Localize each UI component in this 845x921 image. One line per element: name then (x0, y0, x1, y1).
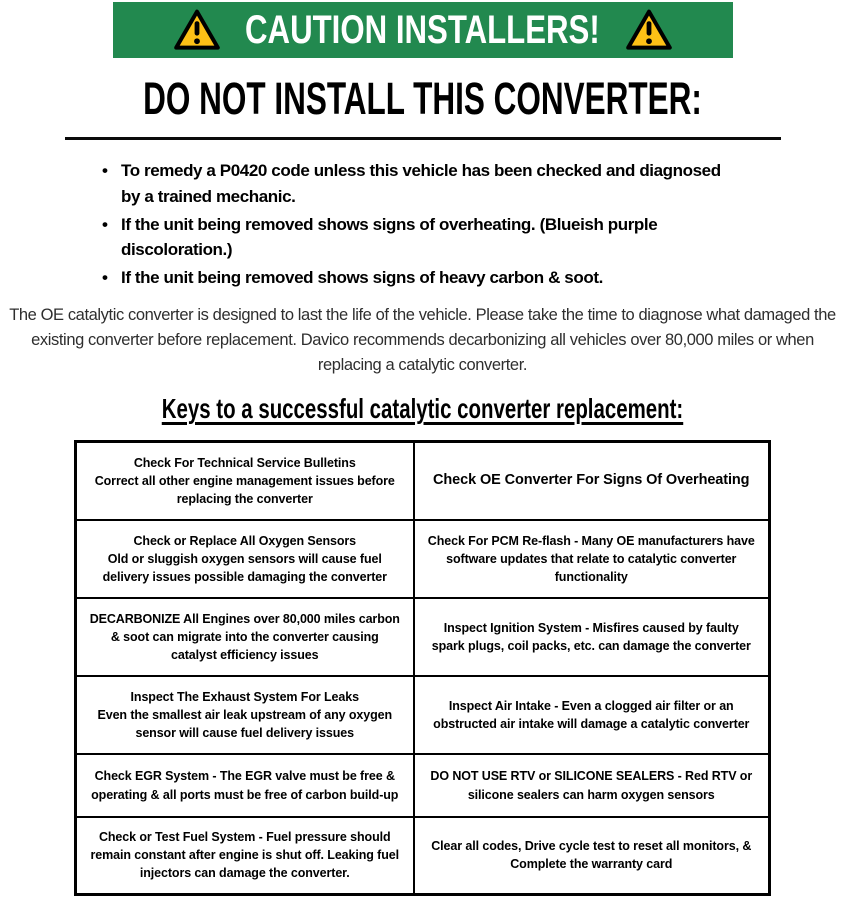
keys-heading: Keys to a successful catalytic converter replacement: (161, 393, 684, 425)
warning-list-item-text: If the unit being removed shows signs of overheating. (Blueish purple discoloration.) (121, 214, 658, 260)
warning-triangle-icon (173, 8, 221, 52)
bullet-icon: • (102, 268, 108, 288)
caution-banner (113, 2, 733, 58)
table-cell-right (414, 441, 770, 520)
cell-text: DO NOT USE RTV or SILICONE SEALERS - Red RTV or silicone sealers can harm oxygen sensors (430, 769, 753, 802)
banner-title-wrap (237, 10, 609, 50)
banner-title: CAUTION INSTALLERS! (245, 8, 600, 52)
table-cell-left (76, 754, 414, 817)
table-cell-left (76, 520, 414, 598)
caution-flyer (0, 2, 845, 921)
cell-text: Check EGR System - The EGR valve must be free & operating & all ports must be free of carbon build-up (91, 769, 399, 802)
keys-table (74, 440, 771, 896)
warning-list-item (100, 158, 732, 210)
table-cell-right (414, 520, 770, 598)
table-cell-left (76, 676, 414, 754)
table-row (76, 817, 770, 894)
cell-text: Check OE Converter For Signs Of Overheating (433, 472, 750, 489)
cell-title: Check For Technical Service Bulletins (133, 455, 356, 470)
cell-text: Inspect Ignition System - Misfires caused by faulty spark plugs, coil packs, etc. can damage the converter (431, 620, 751, 654)
main-heading: DO NOT INSTALL THIS CONVERTER: (143, 73, 702, 124)
cell-text: Clear all codes, Drive cycle test to reset all monitors, & Complete the warranty card (431, 839, 752, 872)
cell-text: Check For PCM Re-flash - Many OE manufacturers have software updates that relate to catalytic converter functionality (427, 533, 755, 585)
warning-list-item-text: To remedy a P0420 code unless this vehicle has been checked and diagnosed by a trained mechanic. (121, 161, 721, 206)
bullet-icon: • (102, 161, 108, 180)
table-row (76, 598, 770, 676)
table-cell-left (76, 817, 414, 894)
cell-text: Even the smallest air leak upstream of any oxygen sensor will cause fuel delivery issues (97, 708, 393, 741)
table-row (76, 754, 770, 817)
bullet-icon: • (102, 214, 108, 234)
cell-text: Check or Test Fuel System - Fuel pressure should remain constant after engine is shut off. Leaking fuel injectors can damage the converter. (90, 830, 400, 881)
advice-paragraph: The OE catalytic converter is designed to last the life of the vehicle. Please take the time to diagnose what damaged the existing converter before replacement. Davico recommends decarbonizing all vehicles over 80,000 miles or when replacing a catalytic converter. (9, 306, 836, 374)
cell-text: Inspect Air Intake - Even a clogged air filter or an obstructed air intake will damage a catalytic converter (433, 698, 750, 732)
cell-text: DECARBONIZE All Engines over 80,000 miles carbon & soot can migrate into the converter causing catalyst efficiency issues (89, 611, 400, 663)
warning-list-item (100, 212, 732, 264)
table-row (76, 676, 770, 754)
warning-list (100, 158, 732, 291)
divider (65, 137, 781, 140)
table-row (76, 441, 770, 520)
table-cell-right (414, 676, 770, 754)
warning-list-item-text: If the unit being removed shows signs of heavy carbon & soot. (121, 268, 603, 288)
table-cell-right (414, 754, 770, 817)
table-cell-right (414, 598, 770, 676)
cell-text: Old or sluggish oxygen sensors will cause fuel delivery issues possible damaging the converter (102, 552, 387, 585)
cell-title: Inspect The Exhaust System For Leaks (130, 689, 359, 704)
table-row (76, 520, 770, 598)
warning-triangle-icon (625, 8, 673, 52)
table-cell-left (76, 598, 414, 676)
cell-title: Check or Replace All Oxygen Sensors (133, 533, 356, 548)
cell-text: Correct all other engine management issues before replacing the converter (94, 473, 395, 506)
table-cell-left (76, 441, 414, 520)
warning-list-item (100, 265, 732, 291)
table-cell-right (414, 817, 770, 894)
